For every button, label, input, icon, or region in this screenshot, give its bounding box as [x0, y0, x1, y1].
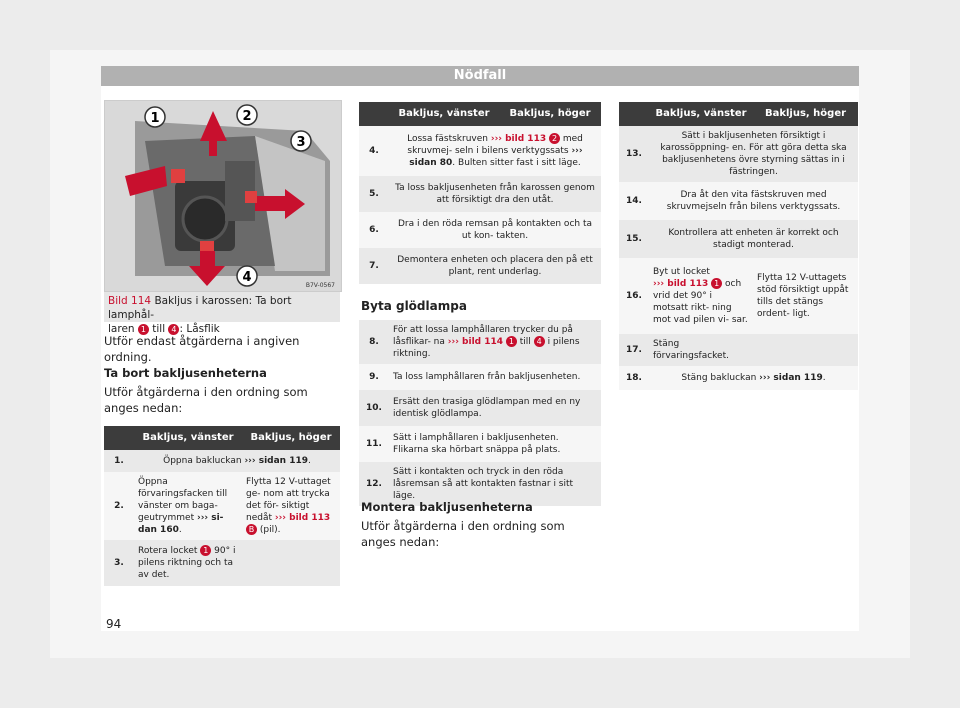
table-row: 17. Stäng förvaringsfacket.: [619, 334, 858, 366]
callout-4: [237, 266, 257, 286]
table-row: 10. Ersätt den trasiga glödlampan med en ny identisk glödlampa.: [359, 390, 601, 426]
taillight-figure: [104, 100, 342, 292]
table-row: 16. Byt ut locket ››› bild 113 1 och vrid det 90° i motsatt rikt- ning mot vad pilen vi- sar. Flytta 12 V-uttagets stöd försiktigt uppåt tills det stängs ordent- ligt.: [619, 258, 858, 334]
callout-2: [237, 105, 257, 125]
table-row: 13. Sätt i bakljusenheten försiktigt i karossöppning- en. För att göra detta ska bakljusenhetens övre styrning sättas in i fästringen.: [619, 126, 858, 182]
callout-1: [145, 107, 165, 127]
svg-text:2: 2: [242, 109, 252, 124]
section-para-remove: Utför åtgärderna i den ordning som anges nedan:: [104, 385, 308, 415]
page-number: 94: [106, 617, 122, 631]
table-row: 9. Ta loss lamphållaren från bakljusenheten.: [359, 364, 601, 390]
section-header: Nödfall: [101, 66, 859, 86]
table-row: 15. Kontrollera att enheten är korrekt och stadigt monterad.: [619, 220, 858, 258]
intro-text: Utför endast åtgärderna i angiven ordning.: [104, 334, 300, 364]
steps-table-middle: Bakljus, vänster Bakljus, höger 4. Lossa fästskruven ››› bild 113 2 med skruvmej- seln i bilens verktygssats ››› sidan 80. Bulten sitter fast i sitt läge. 5. Ta loss bakljusenheten från karossen genom att försiktigt dra den utåt. 6. Dra i den röda remsan på kontakten och ta ut kon- takten. 7. Demontera enheten och placera den på ett plant, rent underlag.: [359, 102, 601, 284]
svg-text:3: 3: [296, 135, 306, 150]
section-heading-install: Montera bakljusenheterna: [361, 500, 533, 514]
taillight-illustration: [105, 101, 341, 291]
table-row: 3. Rotera locket 1 90° i pilens riktning och ta av det.: [104, 540, 340, 586]
table-row: 5. Ta loss bakljusenheten från karossen genom att försiktigt dra den utåt.: [359, 176, 601, 212]
table-row: 11. Sätt i lamphållaren i bakljusenheten. Flikarna ska hörbart snäppa på plats.: [359, 426, 601, 462]
figure-caption: Bild 114 Bakljus i karossen: Ta bort lamphål- laren 1 till 4 : Låsflik: [104, 292, 340, 322]
section-para-install: Utför åtgärderna i den ordning som anges nedan:: [361, 519, 565, 549]
table-row: 18. Stäng bakluckan ››› sidan 119.: [619, 366, 858, 390]
table-row: 14. Dra åt den vita fästskruven med skruvmejseln från bilens verktygssats.: [619, 182, 858, 220]
svg-text:1: 1: [150, 111, 160, 126]
table-row: 6. Dra i den röda remsan på kontakten och ta ut kon- takten.: [359, 212, 601, 248]
table-row: 4. Lossa fästskruven ››› bild 113 2 med skruvmej- seln i bilens verktygssats ››› sidan 80. Bulten sitter fast i sitt läge.: [359, 126, 601, 176]
steps-table-right: Bakljus, vänster Bakljus, höger 13. Sätt i bakljusenheten försiktigt i karossöppning- en. För att göra detta ska bakljusenhetens övre styrning sättas in i fästringen. 14. Dra åt den vita fästskruven med skruvmejseln från bilens verktygssats. 15. Kontrollera att enheten är korrekt och stadigt monterad. 16. Byt ut locket ››› bild 113 1 och vrid det 90° i motsatt rikt- ning mot vad pilen vi- sar. Flytta 12 V-uttagets stöd försiktigt uppåt tills det stängs ordent- ligt. 17. Stäng förvaringsfacket. 18. Stäng bakluckan ››› sidan 119.: [619, 102, 858, 390]
table-row: 12. Sätt i kontakten och tryck in den röda låsremsan så att kontakten fastnar i sitt läge.: [359, 462, 601, 506]
section-heading-remove: Ta bort bakljusenheterna: [104, 366, 267, 380]
table-row: 2. Öppna förvaringsfacken till vänster om baga- geutrymmet ››› si- dan 160. Flytta 12 V-uttaget ge- nom att trycka det för- siktigt nedåt ››› bild 113 B (pil).: [104, 472, 340, 540]
table-row: 8. För att lossa lamphållaren trycker du på låsflikar- na ››› bild 114 1 till 4 i pilens riktning.: [359, 320, 601, 364]
callout-3: [291, 131, 311, 151]
section-heading-bulb: Byta glödlampa: [361, 299, 467, 313]
svg-text:4: 4: [242, 270, 252, 285]
bulb-table: [359, 320, 601, 506]
steps-table-left: Bakljus, vänster Bakljus, höger 1. Öppna bakluckan ››› sidan 119. 2. Öppna förvaringsfacken till vänster om baga- geutrymmet ››› si- dan 160. Flytta 12 V-uttaget ge- nom att trycka det för- siktigt nedåt ››› bild 113 B (pil). 3. Rotera locket 1 90° i pilens riktning och ta av det.: [104, 426, 340, 586]
table-row: 7. Demontera enheten och placera den på ett plant, rent underlag.: [359, 248, 601, 284]
table-row: 1. Öppna bakluckan ››› sidan 119.: [104, 450, 340, 472]
figure-code: B7V-0567: [305, 282, 335, 289]
